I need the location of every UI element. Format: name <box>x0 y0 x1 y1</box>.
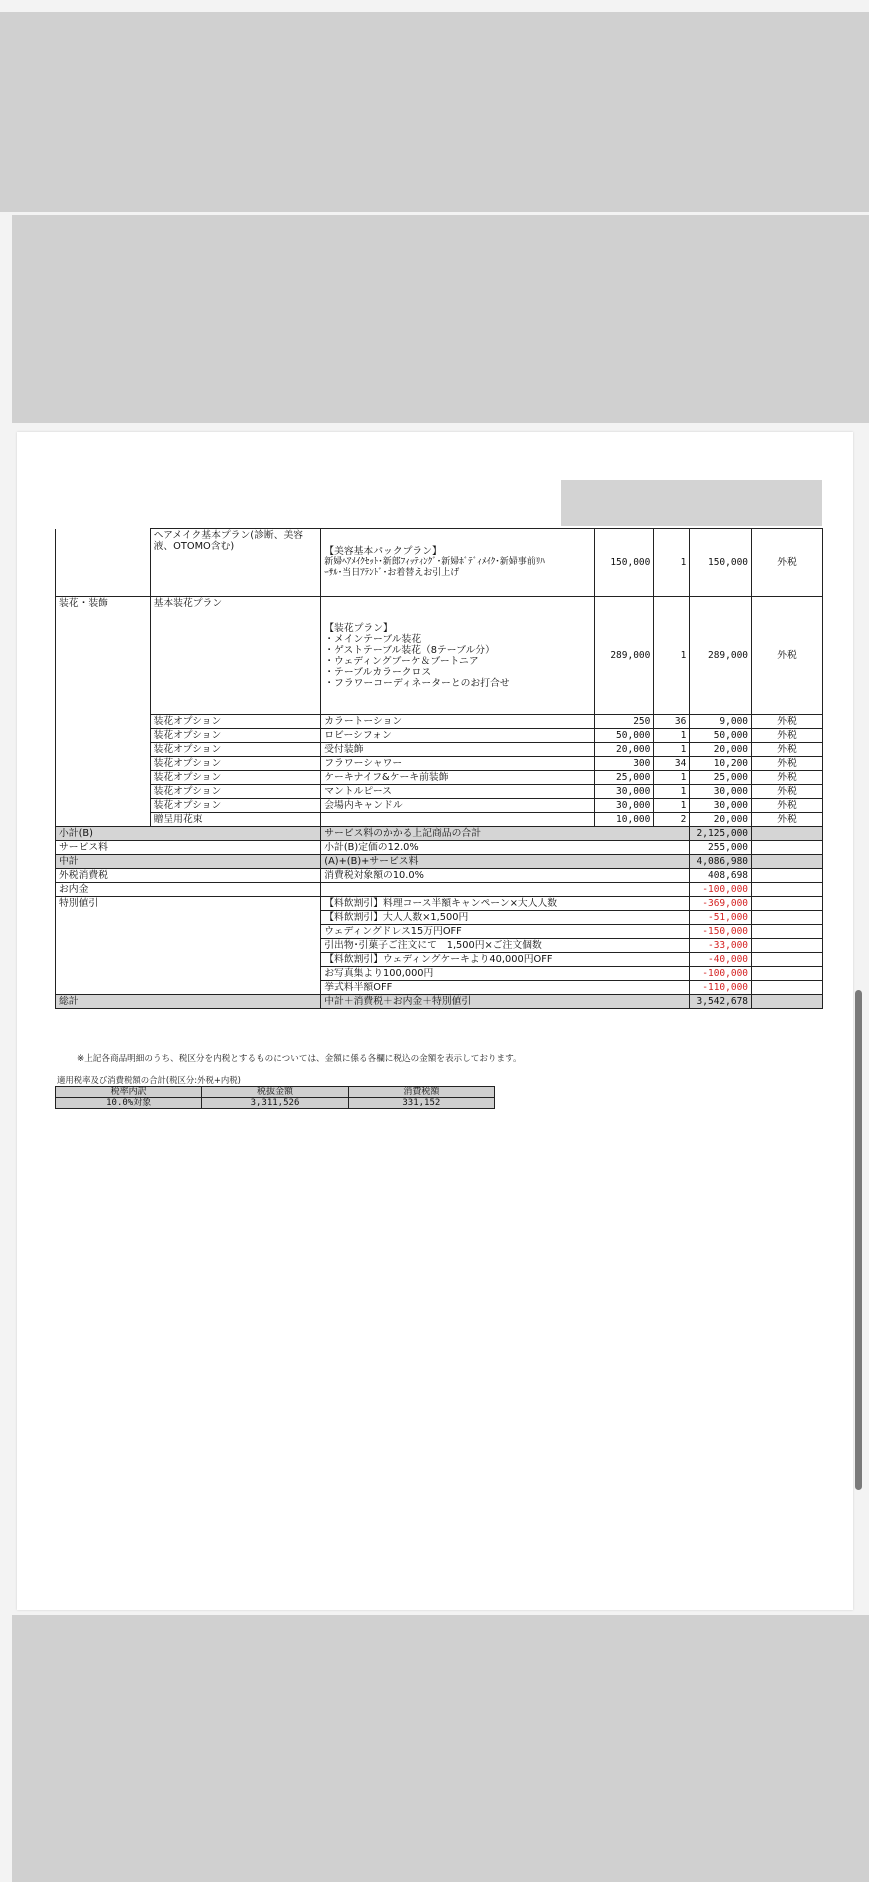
unit-price-cell: 20,000 <box>594 743 654 757</box>
discount-description: 【料飲割引】料理コース半額キャンペーン×大人人数 <box>321 897 690 911</box>
discount-description: 挙式料半額OFF <box>321 981 690 995</box>
quantity-cell: 2 <box>654 813 690 827</box>
unit-price-cell: 10,000 <box>594 813 654 827</box>
table-row <box>56 813 823 827</box>
category-cell <box>56 757 151 771</box>
consumption-tax-row <box>56 869 823 883</box>
item-cell: 装花オプション <box>150 743 321 757</box>
discount-label: 特別値引 <box>56 897 321 995</box>
tax-summary-header <box>56 1087 495 1098</box>
description-line: ・ウェディングブーケ＆ブートニア <box>324 655 479 667</box>
tax-type-cell: 外税 <box>752 785 823 799</box>
subtotal-amount: 2,125,000 <box>690 827 752 841</box>
tax-summary-caption: 適用税率及び消費税額の合計(税区分:外税+内税) <box>57 1075 241 1085</box>
amount-cell: 50,000 <box>690 729 752 743</box>
discount-description: お写真集より100,000円 <box>321 967 690 981</box>
item-cell: 装花オプション <box>150 757 321 771</box>
description-cell: 会場内キャンドル <box>321 799 594 813</box>
table-row <box>56 743 823 757</box>
category-cell <box>56 785 151 799</box>
tax-type-cell: 外税 <box>752 743 823 757</box>
amount-cell: 25,000 <box>690 771 752 785</box>
description-line: ｰｻﾙ･当日ｱﾃﾝﾄﾞ･お着替えお引上げ <box>324 568 460 578</box>
service-charge-description: 小計(B)定価の12.0% <box>321 841 690 855</box>
unit-price-cell: 30,000 <box>594 785 654 799</box>
taxable-amount-cell: 3,311,526 <box>202 1098 348 1109</box>
empty-cell <box>752 911 823 925</box>
description-line: ・ゲストテーブル装花（8テーブル分） <box>324 644 495 656</box>
discount-amount: -150,000 <box>690 925 752 939</box>
category-cell <box>56 799 151 813</box>
description-line: ・テーブルカラークロス <box>324 666 432 678</box>
deposit-row <box>56 883 823 897</box>
deposit-amount: -100,000 <box>690 883 752 897</box>
empty-cell <box>752 841 823 855</box>
category-cell <box>56 771 151 785</box>
amount-cell: 30,000 <box>690 785 752 799</box>
category-cell <box>56 715 151 729</box>
document-page <box>17 432 853 1610</box>
item-cell: 装花オプション <box>150 715 321 729</box>
grand-total-description: 中計＋消費税＋お内金＋特別値引 <box>321 995 690 1009</box>
redacted-box <box>561 480 822 526</box>
description-line: ・フラワーコーディネーターとのお打合せ <box>324 677 510 689</box>
service-charge-row <box>56 841 823 855</box>
subtotal-row <box>56 827 823 841</box>
discount-amount: -40,000 <box>690 953 752 967</box>
midtotal-label: 中計 <box>56 855 321 869</box>
item-cell: 装花オプション <box>150 785 321 799</box>
item-cell: 装花オプション <box>150 729 321 743</box>
description-cell: マントルピース <box>321 785 594 799</box>
description-cell: ロビーシフォン <box>321 729 594 743</box>
tax-summary-row <box>56 1098 495 1109</box>
unit-price-cell: 25,000 <box>594 771 654 785</box>
quantity-cell: 34 <box>654 757 690 771</box>
tax-type-cell: 外税 <box>752 771 823 785</box>
subtotal-label: 小計(B) <box>56 827 321 841</box>
empty-cell <box>752 897 823 911</box>
table-row <box>56 785 823 799</box>
tax-type-cell: 外税 <box>752 529 823 597</box>
quantity-cell: 1 <box>654 529 690 597</box>
amount-cell: 10,200 <box>690 757 752 771</box>
item-cell: 装花オプション <box>150 799 321 813</box>
quantity-cell: 1 <box>654 729 690 743</box>
column-header: 税率内訳 <box>56 1087 202 1098</box>
amount-cell: 9,000 <box>690 715 752 729</box>
discount-description: 【料飲割引】ウェディングケーキより40,000円OFF <box>321 953 690 967</box>
midtotal-description: (A)+(B)+サービス料 <box>321 855 690 869</box>
category-cell <box>56 529 151 597</box>
quantity-cell: 1 <box>654 799 690 813</box>
service-charge-label: サービス料 <box>56 841 321 855</box>
midtotal-amount: 4,086,980 <box>690 855 752 869</box>
unit-price-cell: 250 <box>594 715 654 729</box>
unit-price-cell: 30,000 <box>594 799 654 813</box>
category-cell <box>56 729 151 743</box>
description-line: 新婦ﾍｱﾒｲｸｾｯﾄ･新郎ﾌｨｯﾃｨﾝｸﾞ･新婦ﾎﾞﾃﾞｨﾒｲｸ･新婦事前ﾘﾊ <box>324 557 545 567</box>
discount-description: 引出物･引菓子ご注文にて 1,500円×ご注文個数 <box>321 939 690 953</box>
deposit-description <box>321 883 690 897</box>
discount-description: ウェディングドレス15万円OFF <box>321 925 690 939</box>
unit-price-cell: 289,000 <box>594 597 654 715</box>
tax-note: ※上記各商品明細のうち、税区分を内税とするものについては、金額に係る各欄に税込の金額を表示しております。 <box>77 1054 522 1064</box>
unit-price-cell: 300 <box>594 757 654 771</box>
empty-cell <box>752 967 823 981</box>
invoice-table <box>55 528 823 1009</box>
consumption-tax-label: 外税消費税 <box>56 869 321 883</box>
empty-cell <box>752 883 823 897</box>
unit-price-cell: 150,000 <box>594 529 654 597</box>
item-cell: 装花オプション <box>150 771 321 785</box>
empty-cell <box>752 855 823 869</box>
item-cell: ヘアメイク基本プラン(診断、美容液、OTOMO含む) <box>150 529 321 597</box>
amount-cell: 289,000 <box>690 597 752 715</box>
discount-amount: -369,000 <box>690 897 752 911</box>
description-line: ・メインテーブル装花 <box>324 633 422 645</box>
tax-rate-cell: 10.0%対象 <box>56 1098 202 1109</box>
tax-type-cell: 外税 <box>752 799 823 813</box>
consumption-tax-amount: 408,698 <box>690 869 752 883</box>
discount-amount: -110,000 <box>690 981 752 995</box>
column-header: 消費税額 <box>348 1087 494 1098</box>
amount-cell: 30,000 <box>690 799 752 813</box>
description-cell: フラワーシャワー <box>321 757 594 771</box>
grand-total-label: 総計 <box>56 995 321 1009</box>
unit-price-cell: 50,000 <box>594 729 654 743</box>
empty-cell <box>752 827 823 841</box>
discount-amount: -51,000 <box>690 911 752 925</box>
category-cell <box>56 813 151 827</box>
item-cell: 贈呈用花束 <box>150 813 321 827</box>
description-cell: 受付装飾 <box>321 743 594 757</box>
quantity-cell: 1 <box>654 785 690 799</box>
description-cell <box>321 813 594 827</box>
table-row <box>56 799 823 813</box>
empty-cell <box>752 869 823 883</box>
quantity-cell: 1 <box>654 597 690 715</box>
tax-type-cell: 外税 <box>752 729 823 743</box>
amount-cell: 20,000 <box>690 743 752 757</box>
discount-amount: -100,000 <box>690 967 752 981</box>
discount-description: 【料飲割引】大人人数×1,500円 <box>321 911 690 925</box>
column-header: 税抜金額 <box>202 1087 348 1098</box>
table-row <box>56 729 823 743</box>
empty-cell <box>752 939 823 953</box>
empty-cell <box>752 981 823 995</box>
redacted-area-bottom <box>12 1615 869 1882</box>
description-cell: ケーキナイフ&ケーキ前装飾 <box>321 771 594 785</box>
amount-cell: 20,000 <box>690 813 752 827</box>
discount-row <box>56 897 823 911</box>
table-row <box>56 771 823 785</box>
consumption-tax-description: 消費税対象額の10.0% <box>321 869 690 883</box>
table-row <box>56 757 823 771</box>
description-cell: カラートーション <box>321 715 594 729</box>
quantity-cell: 1 <box>654 771 690 785</box>
table-row <box>56 597 823 715</box>
description-line: 【美容基本パックプラン】 <box>324 546 442 557</box>
category-cell <box>56 743 151 757</box>
description-cell <box>321 597 594 715</box>
midtotal-row <box>56 855 823 869</box>
empty-cell <box>752 925 823 939</box>
redacted-area-middle <box>12 215 869 423</box>
redacted-area-top <box>0 12 869 212</box>
tax-type-cell: 外税 <box>752 757 823 771</box>
subtotal-description: サービス料のかかる上記商品の合計 <box>321 827 690 841</box>
tax-type-cell: 外税 <box>752 597 823 715</box>
description-line: 【装花プラン】 <box>324 622 393 634</box>
deposit-label: お内金 <box>56 883 321 897</box>
description-cell <box>321 529 594 597</box>
tax-amount-cell: 331,152 <box>348 1098 494 1109</box>
table-row <box>56 715 823 729</box>
empty-cell <box>752 953 823 967</box>
amount-cell: 150,000 <box>690 529 752 597</box>
tax-type-cell: 外税 <box>752 813 823 827</box>
item-cell: 基本装花プラン <box>150 597 321 715</box>
discount-amount: -33,000 <box>690 939 752 953</box>
tax-summary-table <box>55 1086 495 1109</box>
grand-total-row <box>56 995 823 1009</box>
grand-total-amount: 3,542,678 <box>690 995 752 1009</box>
tax-type-cell: 外税 <box>752 715 823 729</box>
empty-cell <box>752 995 823 1009</box>
scrollbar[interactable] <box>855 990 862 1490</box>
quantity-cell: 1 <box>654 743 690 757</box>
table-row <box>56 529 823 597</box>
category-cell: 装花・装飾 <box>56 597 151 715</box>
service-charge-amount: 255,000 <box>690 841 752 855</box>
quantity-cell: 36 <box>654 715 690 729</box>
